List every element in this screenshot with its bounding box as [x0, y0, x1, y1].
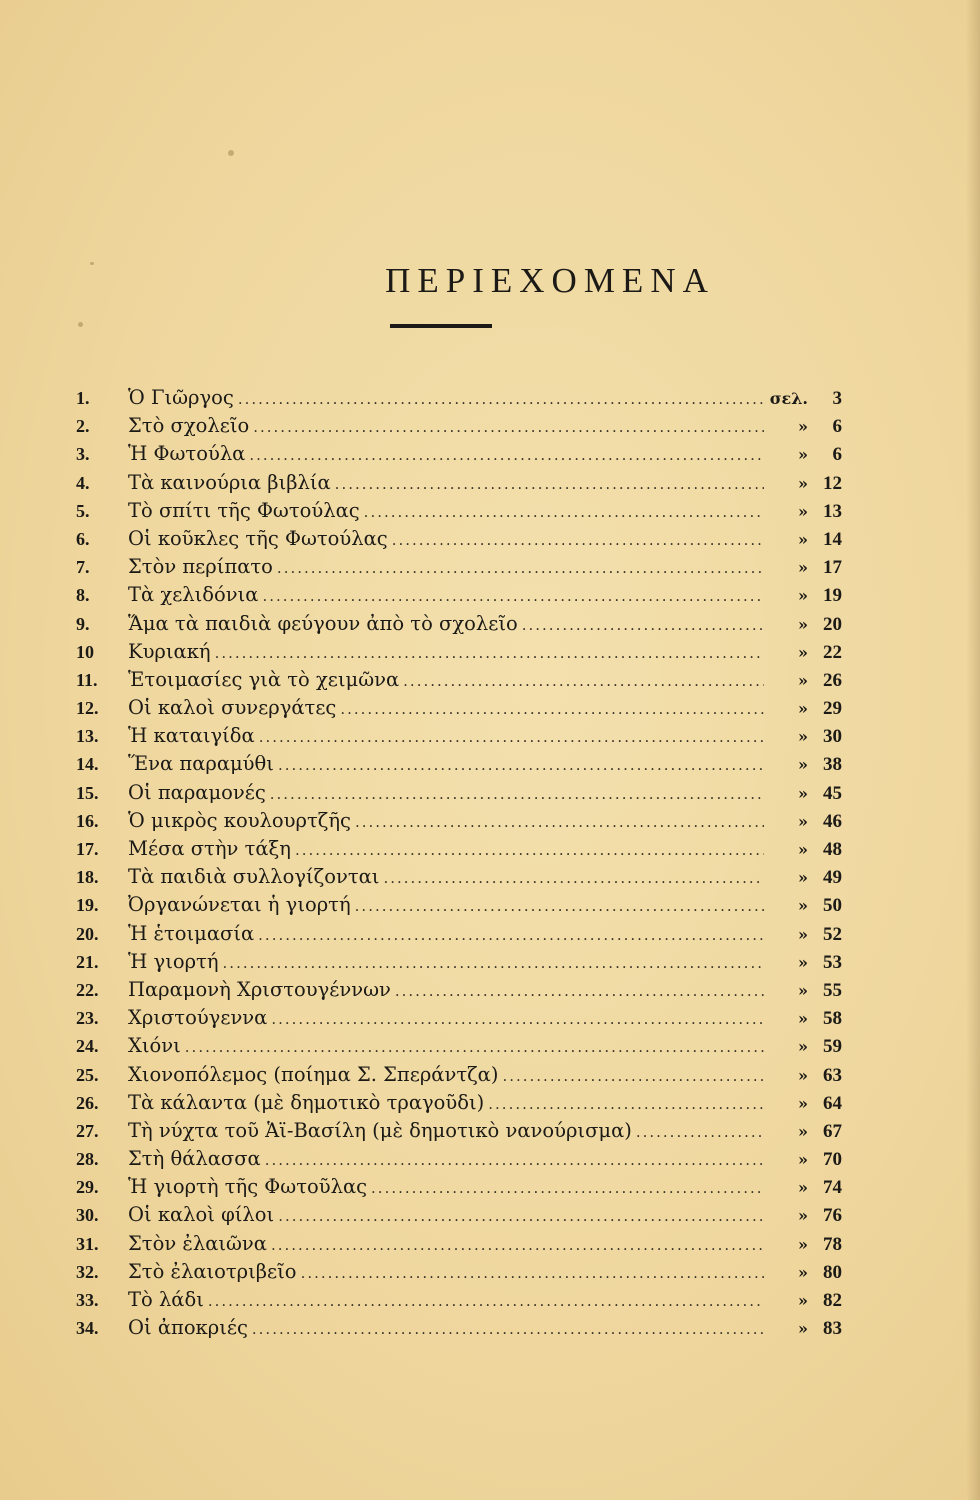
entry-number: 23.: [76, 1008, 99, 1029]
entry-page-number: 17: [823, 557, 842, 579]
entry-number: 6.: [76, 528, 90, 549]
entry-page-number: 52: [823, 923, 842, 945]
entry-page-number: 63: [823, 1064, 842, 1086]
entry-page-number: 82: [823, 1290, 842, 1311]
toc-entry: [76, 948, 842, 976]
entry-page-number: 26: [823, 669, 842, 691]
entry-title: Ὁ Γιῶργος: [128, 386, 234, 409]
page-marker: »: [798, 670, 808, 690]
dot-leader: [383, 864, 764, 892]
toc-entry: [76, 1032, 842, 1060]
dot-leader: [335, 470, 764, 498]
page-marker: »: [798, 783, 808, 803]
entry-number: 32.: [76, 1261, 99, 1282]
page-marker: »: [798, 1206, 808, 1226]
page-marker: »: [798, 1234, 808, 1254]
toc-entry: [76, 412, 842, 440]
entry-number: 20.: [76, 923, 99, 944]
page-marker: »: [798, 1319, 808, 1339]
page-marker: »: [798, 1121, 808, 1141]
toc-entry: [76, 807, 842, 835]
entry-title: Οἱ παραμονές: [128, 780, 266, 804]
title-underline: [390, 324, 492, 328]
page-marker: »: [798, 1150, 808, 1170]
entry-title: Στὸν ἐλαιῶνα: [128, 1231, 267, 1255]
page-title: ΠΕΡΙΕΧΟΜΕΝΑ: [385, 261, 715, 301]
entry-number: 19.: [76, 895, 99, 916]
page-marker: »: [798, 699, 808, 719]
entry-title: Τὰ κάλαντα (μὲ δημοτικὸ τραγοῦδι): [128, 1090, 485, 1114]
entry-number: 7.: [76, 557, 90, 578]
entry-number: 21.: [76, 951, 99, 972]
toc-entry: [76, 863, 842, 891]
dot-leader: [270, 780, 764, 808]
entry-title: Τὰ παιδιὰ συλλογίζονται: [128, 865, 380, 889]
dot-leader: [249, 441, 764, 469]
toc-entry: [76, 779, 842, 807]
entry-number: 10: [76, 641, 94, 662]
entry-title: Ἡ γιορτὴ τῆς Φωτοῦλας: [128, 1175, 368, 1199]
toc-entry: [76, 525, 842, 553]
entry-title: Ἡ γιορτή: [128, 949, 219, 973]
toc-entry: [76, 553, 842, 581]
page-marker: »: [798, 924, 808, 944]
entry-page-number: 38: [823, 754, 842, 776]
entry-page-number: 55: [823, 979, 842, 1001]
entry-number: 29.: [76, 1177, 99, 1198]
entry-number: 26.: [76, 1092, 99, 1113]
page-marker: »: [798, 1262, 808, 1282]
toc-entry: [76, 694, 842, 722]
entry-number: 18.: [76, 867, 99, 888]
page-marker: »: [798, 840, 808, 859]
entry-title: Στὸν περίπατο: [128, 555, 273, 579]
entry-title: Ἅμα τὰ παιδιὰ φεύγουν ἀπὸ τὸ σχολεῖο: [128, 611, 518, 635]
dot-leader: [278, 1202, 764, 1230]
toc-entry: [76, 469, 842, 497]
toc-entry: [76, 384, 842, 412]
entry-page-number: 48: [823, 839, 842, 860]
entry-title: Οἱ κοῦκλες τῆς Φωτούλας: [128, 526, 388, 550]
toc-entry: [76, 1173, 842, 1201]
entry-number: 9.: [76, 613, 90, 634]
toc-entry: [76, 750, 842, 778]
entry-page-number: 64: [823, 1092, 842, 1114]
dot-leader: [259, 723, 764, 751]
toc-entry: [76, 1230, 842, 1258]
entry-number: 17.: [76, 839, 99, 859]
entry-title: Στὸ σχολεῖο: [128, 414, 250, 438]
entry-title: Ὀργανώνεται ἡ γιορτή: [128, 893, 351, 917]
entry-number: 25.: [76, 1064, 99, 1085]
entry-page-number: 70: [823, 1149, 842, 1171]
entry-number: 1.: [76, 388, 90, 408]
entry-number: 2.: [76, 416, 90, 437]
dot-leader: [371, 1174, 764, 1202]
entry-title: Στὸ ἐλαιοτριβεῖο: [128, 1259, 297, 1283]
entry-page-number: 13: [823, 500, 842, 522]
dot-leader: [392, 526, 764, 554]
entry-number: 15.: [76, 782, 99, 803]
entry-page-number: 22: [823, 641, 842, 663]
page-marker: »: [798, 755, 808, 775]
dot-leader: [403, 667, 764, 695]
entry-page-number: 76: [823, 1205, 842, 1227]
toc-entry: [76, 666, 842, 694]
entry-page-number: 74: [823, 1177, 842, 1199]
paper-stain: [228, 150, 234, 156]
toc-entry: [76, 1201, 842, 1229]
page-marker: »: [798, 558, 808, 578]
entry-title: Ἡ ἑτοιμασία: [128, 921, 255, 945]
toc-entry: [76, 1089, 842, 1117]
entry-title: Μέσα στὴν τάξη: [128, 837, 291, 860]
entry-page-number: 59: [823, 1036, 842, 1058]
entry-title: Χιόνι: [128, 1034, 181, 1058]
entry-number: 31.: [76, 1233, 99, 1254]
entry-page-number: 58: [823, 1008, 842, 1030]
dot-leader: [522, 611, 764, 639]
table-of-contents: [76, 384, 842, 1342]
dot-leader: [355, 892, 764, 920]
toc-entry: [76, 581, 842, 609]
entry-number: 30.: [76, 1205, 99, 1226]
dot-leader: [252, 1315, 764, 1343]
entry-number: 4.: [76, 472, 90, 493]
entry-page-number: 6: [832, 444, 842, 466]
entry-title: Χριστούγεννα: [128, 1006, 268, 1030]
toc-entry: [76, 722, 842, 750]
page-marker: »: [798, 952, 808, 972]
entry-page-number: 83: [823, 1318, 842, 1340]
page-marker: »: [798, 727, 808, 747]
dot-leader: [295, 836, 764, 864]
entry-title: Τὰ χελιδόνια: [128, 583, 259, 607]
dot-leader: [271, 1231, 764, 1259]
entry-title: Ἕνα παραμύθι: [128, 752, 274, 776]
entry-title: Χιονοπόλεμος (ποίημα Σ. Σπεράντζα): [128, 1062, 499, 1086]
entry-number: 3.: [76, 444, 90, 465]
page-marker: »: [798, 529, 808, 549]
entry-page-number: 78: [823, 1233, 842, 1255]
entry-number: 28.: [76, 1149, 99, 1170]
toc-entry: [76, 610, 842, 638]
entry-page-number: 19: [823, 585, 842, 607]
dot-leader: [277, 554, 764, 582]
entry-number: 14.: [76, 754, 99, 775]
entry-page-number: 49: [823, 867, 842, 889]
entry-page-number: 6: [832, 416, 842, 438]
entry-number: 12.: [76, 698, 99, 719]
dot-leader: [502, 1062, 764, 1090]
entry-title: Τὸ λάδι: [128, 1288, 204, 1311]
dot-leader: [364, 498, 764, 526]
toc-entry: [76, 1004, 842, 1032]
entry-title: Οἱ ἀποκριές: [128, 1316, 248, 1340]
page-marker: »: [798, 868, 808, 888]
dot-leader: [301, 1259, 764, 1287]
page-marker: »: [798, 445, 808, 465]
entry-page-number: 45: [823, 782, 842, 804]
entry-number: 13.: [76, 726, 99, 747]
toc-entry: [76, 497, 842, 525]
toc-entry: [76, 1286, 842, 1314]
dot-leader: [258, 921, 764, 949]
page-marker: »: [798, 614, 808, 634]
page-marker: »: [798, 473, 808, 493]
entry-number: 8.: [76, 585, 90, 606]
page-marker: »: [798, 642, 808, 662]
page-marker: »: [798, 1009, 808, 1029]
toc-entry: [76, 1117, 842, 1145]
entry-page-number: 12: [823, 472, 842, 494]
dot-leader: [636, 1118, 764, 1146]
entry-title: Τὸ σπίτι τῆς Φωτούλας: [128, 498, 360, 522]
entry-title: Παραμονὴ Χριστουγέννων: [128, 977, 391, 1001]
page-edge-shadow: [966, 0, 980, 1500]
entry-page-number: 14: [823, 528, 842, 550]
page-marker: »: [798, 811, 808, 831]
entry-title: Κυριακή: [128, 639, 211, 663]
page-marker: »: [798, 1065, 808, 1085]
toc-entry: [76, 440, 842, 468]
entry-title: Ἡ Φωτούλα: [128, 442, 246, 466]
dot-leader: [395, 977, 764, 1005]
entry-page-number: 53: [823, 951, 842, 973]
dot-leader: [265, 1146, 764, 1174]
dot-leader: [488, 1090, 764, 1118]
dot-leader: [185, 1033, 764, 1061]
entry-title: Οἱ καλοὶ συνεργάτες: [128, 696, 337, 720]
entry-number: 33.: [76, 1290, 99, 1310]
dot-leader: [208, 1287, 764, 1315]
entry-number: 24.: [76, 1036, 99, 1057]
toc-entry: [76, 920, 842, 948]
entry-title: Ἑτοιμασίες γιὰ τὸ χειμῶνα: [128, 667, 400, 691]
page-marker: »: [798, 586, 808, 606]
dot-leader: [355, 808, 764, 836]
page-marker: σελ.: [769, 389, 808, 408]
dot-leader: [278, 751, 764, 779]
dot-leader: [238, 385, 764, 413]
entry-number: 27.: [76, 1120, 99, 1141]
page-marker: »: [798, 1037, 808, 1057]
entry-page-number: 3: [832, 388, 842, 409]
entry-page-number: 20: [823, 613, 842, 635]
entry-title: Ἡ καταιγίδα: [128, 724, 255, 748]
entry-page-number: 50: [823, 895, 842, 917]
dot-leader: [271, 1005, 764, 1033]
entry-number: 34.: [76, 1318, 99, 1339]
entry-title: Τὰ καινούρια βιβλία: [128, 470, 331, 494]
toc-entry: [76, 1145, 842, 1173]
entry-number: 22.: [76, 979, 99, 1000]
dot-leader: [253, 413, 764, 441]
entry-title: Στὴ θάλασσα: [128, 1147, 261, 1171]
paper-stain: [78, 322, 83, 327]
entry-number: 11.: [76, 669, 98, 690]
dot-leader: [262, 582, 764, 610]
entry-page-number: 80: [823, 1261, 842, 1283]
entry-title: Οἱ καλοὶ φίλοι: [128, 1203, 275, 1227]
toc-entry: [76, 976, 842, 1004]
toc-entry: [76, 638, 842, 666]
entry-title: Τὴ νύχτα τοῦ Ἁϊ-Βασίλη (μὲ δημοτικὸ νανούρισμα): [128, 1118, 632, 1142]
page-marker: »: [798, 501, 808, 521]
toc-entry: [76, 1314, 842, 1342]
toc-entry: [76, 891, 842, 919]
page-marker: »: [798, 896, 808, 916]
entry-page-number: 67: [823, 1120, 842, 1142]
dot-leader: [340, 695, 764, 723]
toc-entry: [76, 1061, 842, 1089]
entry-number: 5.: [76, 500, 90, 521]
entry-page-number: 46: [823, 810, 842, 832]
page-marker: »: [798, 1291, 808, 1310]
toc-entry: [76, 1258, 842, 1286]
entry-title: Ὁ μικρὸς κουλουρτζῆς: [128, 808, 351, 832]
page-marker: »: [798, 980, 808, 1000]
entry-number: 16.: [76, 810, 99, 831]
toc-entry: [76, 835, 842, 863]
page-marker: »: [798, 417, 808, 437]
dot-leader: [215, 639, 764, 667]
page-marker: »: [798, 1093, 808, 1113]
dot-leader: [223, 949, 764, 977]
entry-page-number: 30: [823, 726, 842, 748]
entry-page-number: 29: [823, 698, 842, 720]
page-marker: »: [798, 1178, 808, 1198]
